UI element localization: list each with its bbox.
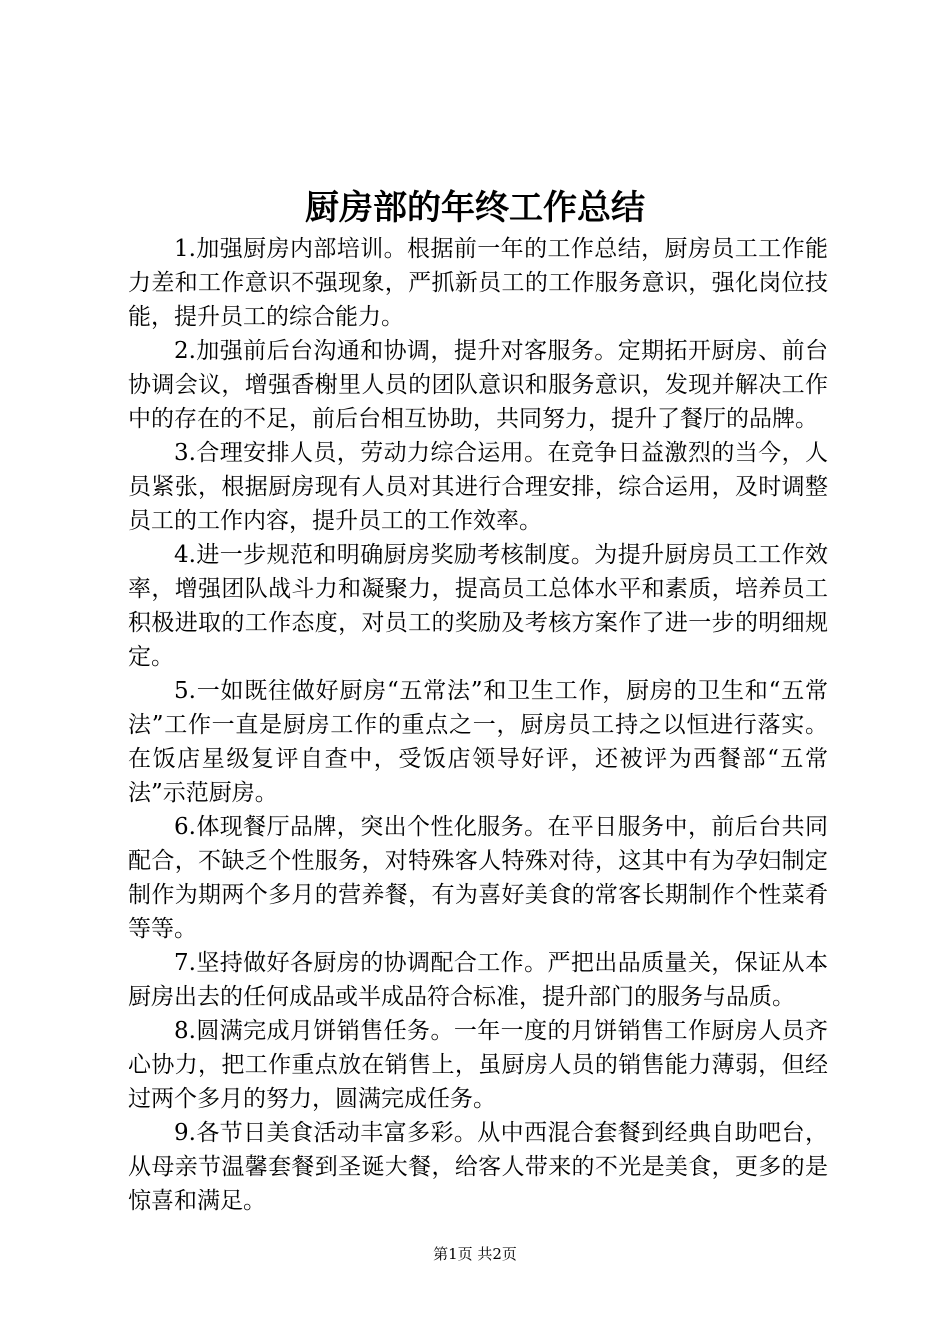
document-title: 厨房部的年终工作总结 (305, 188, 645, 228)
paragraph-2: 2.加强前后台沟通和协调，提升对客服务。定期拓开厨房、前台协调会议，增强香榭里人员的团队意识和服务意识，发现并解决工作中的存在的不足，前后台相互协助，共同努力，提升了餐厅的品牌。 (128, 338, 828, 432)
paragraph-9: 9.各节日美食活动丰富多彩。从中西混合套餐到经典自助吧台，从母亲节温馨套餐到圣诞大餐，给客人带来的不光是美食，更多的是惊喜和满足。 (128, 1120, 828, 1214)
paragraph-1: 1.加强厨房内部培训。根据前一年的工作总结，厨房员工工作能力差和工作意识不强现象，严抓新员工的工作服务意识，强化岗位技能，提升员工的综合能力。 (128, 236, 828, 330)
paragraph-5: 5.一如既往做好厨房“五常法”和卫生工作，厨房的卫生和“五常法”工作一直是厨房工作的重点之一，厨房员工持之以恒进行落实。在饭店星级复评自查中，受饭店领导好评，还被评为西餐部“五常法”示范厨房。 (128, 678, 828, 806)
paragraph-3: 3.合理安排人员，劳动力综合运用。在竞争日益激烈的当今，人员紧张，根据厨房现有人员对其进行合理安排，综合运用，及时调整员工的工作内容，提升员工的工作效率。 (128, 440, 828, 534)
document-body (128, 232, 828, 1218)
paragraph-7: 7.坚持做好各厨房的协调配合工作。严把出品质量关，保证从本厨房出去的任何成品或半成品符合标准，提升部门的服务与品质。 (128, 950, 828, 1010)
paragraph-4: 4.进一步规范和明确厨房奖励考核制度。为提升厨房员工工作效率，增强团队战斗力和凝聚力，提高员工总体水平和素质，培养员工积极进取的工作态度，对员工的奖励及考核方案作了进一步的明细规定。 (128, 542, 828, 670)
page-number-footer: 第1页 共2页 (433, 1245, 517, 1263)
paragraph-6: 6.体现餐厅品牌，突出个性化服务。在平日服务中，前后台共同配合，不缺乏个性服务，对特殊客人特殊对待，这其中有为孕妇制定制作为期两个多月的营养餐，有为喜好美食的常客长期制作个性菜肴等等。 (128, 814, 828, 942)
paragraph-8: 8.圆满完成月饼销售任务。一年一度的月饼销售工作厨房人员齐心协力，把工作重点放在销售上，虽厨房人员的销售能力薄弱，但经过两个多月的努力，圆满完成任务。 (128, 1018, 828, 1112)
